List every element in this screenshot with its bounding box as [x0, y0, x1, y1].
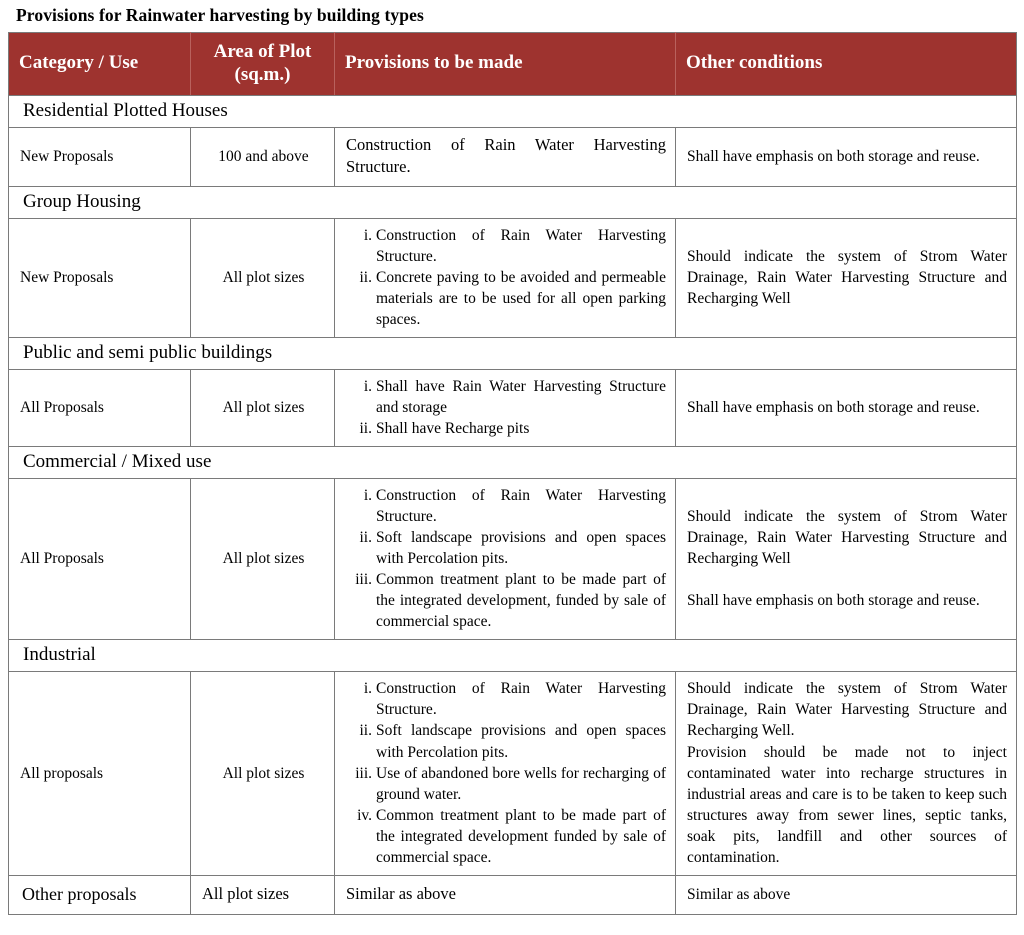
table-header-row [9, 33, 1017, 96]
section-label-public-and-semi-public-buildings: Public and semi public buildings [9, 338, 1017, 370]
list-item-text: Soft landscape provisions and open spaces with Percolation pits. [376, 722, 666, 761]
table-row [9, 478, 1017, 640]
cell-other-conditions [676, 478, 1017, 640]
cell-other-conditions: Shall have emphasis on both storage and reuse. [676, 127, 1017, 186]
table-row [9, 672, 1017, 876]
section-header-row [9, 640, 1017, 672]
cell-area-of-plot: All plot sizes [191, 369, 335, 446]
list-item [346, 720, 666, 762]
cell-area-of-plot: 100 and above [191, 127, 335, 186]
cell-area-of-plot: All plot sizes [191, 478, 335, 640]
table-row [9, 218, 1017, 337]
cell-provisions [335, 218, 676, 337]
list-marker: ii. [359, 420, 372, 438]
column-header-area-of-plot [191, 33, 335, 96]
list-marker: ii. [359, 529, 372, 547]
cell-provisions [335, 369, 676, 446]
list-item [346, 763, 666, 805]
list-item [346, 485, 666, 527]
column-header-provisions: Provisions to be made [335, 33, 676, 96]
cell-provisions: Similar as above [335, 876, 676, 914]
list-item [346, 225, 666, 267]
section-label-residential-plotted-houses: Residential Plotted Houses [9, 96, 1017, 128]
table-body [9, 96, 1017, 914]
page-title: Provisions for Rainwater harvesting by building types [16, 5, 424, 25]
cell-provisions [335, 478, 676, 640]
list-item [346, 376, 666, 418]
provisions-list [346, 485, 666, 633]
list-marker: i. [363, 226, 372, 244]
section-label-commercial-mixed-use: Commercial / Mixed use [9, 447, 1017, 479]
condition-paragraph: Shall have emphasis on both storage and reuse. [687, 592, 980, 610]
cell-other-conditions: Similar as above [676, 876, 1017, 914]
list-item-text: Construction of Rain Water Harvesting Structure. [376, 486, 666, 526]
cell-category: New Proposals [9, 218, 191, 337]
list-marker: i. [363, 377, 372, 395]
column-header-other-conditions: Other conditions [676, 33, 1017, 96]
section-header-row [9, 447, 1017, 479]
list-item [346, 267, 666, 330]
list-item [346, 805, 666, 868]
list-marker: iii. [355, 764, 372, 782]
table-row [9, 876, 1017, 914]
cell-category: New Proposals [9, 127, 191, 186]
cell-area-of-plot: All plot sizes [191, 876, 335, 914]
cell-category: All Proposals [9, 478, 191, 640]
list-marker: ii. [359, 268, 372, 286]
list-marker: iv. [357, 806, 372, 824]
list-item-text: Soft landscape provisions and open spaces with Percolation pits. [376, 529, 666, 568]
condition-paragraph: Should indicate the system of Strom Water Drainage, Rain Water Harvesting Structure and Recharging Well. [687, 680, 1007, 740]
list-marker: ii. [359, 722, 372, 740]
cell-other-conditions: Shall have emphasis on both storage and reuse. [676, 369, 1017, 446]
provisions-list [346, 376, 666, 439]
rainwater-provisions-table [8, 32, 1017, 914]
cell-provisions: Construction of Rain Water Harvesting Structure. [335, 127, 676, 186]
list-item-text: Common treatment plant to be made part of the integrated development, funded by sale of commercial space. [376, 571, 666, 631]
list-marker: i. [363, 486, 372, 504]
table-row [9, 369, 1017, 446]
condition-paragraph: Should indicate the system of Strom Water Drainage, Rain Water Harvesting Structure and Recharging Well [687, 508, 1007, 568]
cell-provisions [335, 672, 676, 876]
section-label-group-housing: Group Housing [9, 186, 1017, 218]
list-item-text: Construction of Rain Water Harvesting Structure. [376, 226, 666, 265]
cell-area-of-plot: All plot sizes [191, 218, 335, 337]
list-item-text: Concrete paving to be avoided and permeable materials are to be used for all open parking spaces. [376, 268, 666, 328]
list-item [346, 678, 666, 720]
list-item [346, 527, 666, 569]
list-item-text: Shall have Recharge pits [376, 420, 530, 438]
cell-other-conditions [676, 672, 1017, 876]
list-item-text: Construction of Rain Water Harvesting Structure. [376, 680, 666, 719]
section-header-row [9, 96, 1017, 128]
list-item-text: Common treatment plant to be made part of the integrated development funded by sale of commercial space. [376, 806, 666, 866]
section-header-row [9, 186, 1017, 218]
list-marker: i. [363, 680, 372, 698]
cell-other-conditions: Should indicate the system of Strom Water Drainage, Rain Water Harvesting Structure and Recharging Well [676, 218, 1017, 337]
condition-paragraph: Provision should be made not to inject contaminated water into recharge structures in industrial areas and care is to be taken to keep such structures away from sewer lines, septic tanks, soak pits, landfill and other sources of contamination. [687, 743, 1007, 866]
provisions-list [346, 225, 666, 330]
list-item-text: Shall have Rain Water Harvesting Structure and storage [376, 377, 666, 416]
cell-area-of-plot: All plot sizes [191, 672, 335, 876]
list-marker: iii. [355, 571, 372, 589]
table-row [9, 127, 1017, 186]
list-item [346, 418, 666, 439]
table-header [9, 33, 1017, 96]
column-header-area-line1: Area of Plot [213, 41, 312, 63]
cell-category: Other proposals [9, 876, 191, 914]
list-item [346, 569, 666, 632]
provisions-list [346, 678, 666, 868]
section-label-industrial: Industrial [9, 640, 1017, 672]
list-item-text: Use of abandoned bore wells for recharging of ground water. [376, 764, 666, 803]
cell-category: All Proposals [9, 369, 191, 446]
column-header-area-line2: (sq.m.) [234, 63, 291, 85]
column-header-category: Category / Use [9, 33, 191, 96]
cell-category: All proposals [9, 672, 191, 876]
section-header-row [9, 338, 1017, 370]
